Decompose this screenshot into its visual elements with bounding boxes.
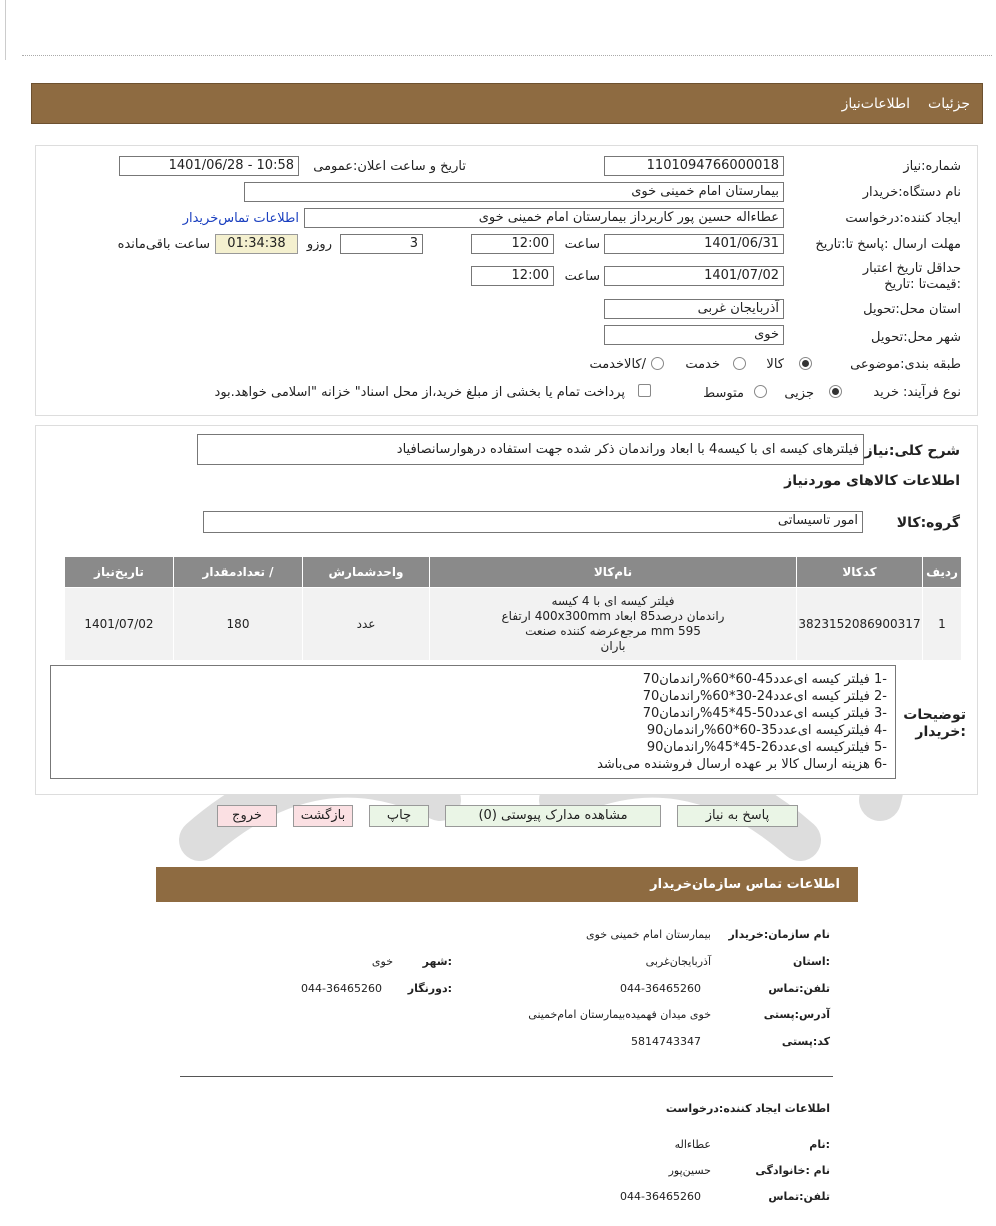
cell-date: 1401/07/02 [65,588,174,661]
process-minor-radio[interactable] [829,385,842,398]
page-edge-line [5,0,6,60]
requester-family-label: نام :خانوادگی [755,1164,830,1177]
cell-row: 1 [923,588,962,661]
contact-city-value: خوی [371,955,393,968]
contact-fax-label: :دورنگار [407,982,452,995]
announce-label: تاریخ و ساعت اعلان:عمومی [313,159,466,174]
validity-time-field: 12:00 [471,266,554,286]
contact-province-label: :استان [793,955,830,968]
process-minor-label: جزیی [784,386,814,401]
cell-name-line: راندمان درصد85 ابعاد 400x300mm ارتفاع [501,609,725,623]
goods-table [64,556,962,661]
top-divider [22,55,992,56]
contact-postal-value: 5814743347 [631,1035,701,1048]
cell-name-line: باران [600,639,626,653]
reply-button[interactable]: پاسخ به نیاز [677,805,798,827]
note-line: -2 فیلتر کیسه ای‌عدد24-30*60%راندمان70 [642,689,887,704]
buyer-contact-link[interactable]: اطلاعات تماس‌خریدار [182,211,299,226]
remaining-label: ساعت باقی‌مانده [117,237,210,252]
cell-qty: 180 [174,588,303,661]
process-medium-label: متوسط [703,386,744,401]
contact-phone-label: تلفن:تماس [768,982,830,995]
back-button[interactable]: بازگشت [293,805,353,827]
process-medium-radio[interactable] [754,385,767,398]
goods-group-field: امور تاسیساتی [203,511,863,533]
cell-code: 3823152086900317 [797,588,923,661]
city-field: خوی [604,325,784,345]
buyer-notes-box [50,665,896,779]
requester-name-label: :نام [809,1138,830,1151]
contact-divider [180,1076,833,1077]
province-field: آذربایجان غربی [604,299,784,319]
requester-name-value: عطاءاله [674,1138,711,1151]
need-number-field: 1101094766000018 [604,156,784,176]
summary-field: فیلترهای کیسه ای با کیسه4 با ابعاد وراندمان ذکر شده جهت استفاده درهوارسانصافیاد [197,434,864,465]
contact-address-value: خوی میدان فهمیده‌بیمارستان امام‌خمینی [528,1008,711,1021]
contact-title-bar [156,867,858,902]
goods-info-title: اطلاعات کالاهای موردنیاز [784,473,960,489]
col-date: تاریخ‌نیاز [65,557,174,588]
buyer-org-label: نام دستگاه:خریدار [862,185,961,200]
treasury-payment-note: پرداخت تمام یا بخشی از مبلغ خرید،از محل اسناد" خزانه "اسلامی خواهد.بود [214,385,625,400]
tab-details[interactable]: جزئیات [928,96,970,112]
remaining-timer: 01:34:38 [215,234,298,254]
note-line: -1 فیلتر کیسه ای‌عدد45-60*60%راندمان70 [642,672,887,687]
cell-name-line: فیلتر کیسه ای با 4 کیسه [551,594,675,608]
cell-unit: عدد [303,588,430,661]
header-bar [31,83,983,124]
col-unit: واحدشمارش [303,557,430,588]
category-label: طبقه بندی:موضوعی [850,357,961,372]
col-name: نام‌کالا [430,557,797,588]
creator-label: ایجاد کننده:درخواست [845,211,961,226]
category-goods-service-radio[interactable] [651,357,664,370]
col-qty: / تعدادمقدار [174,557,303,588]
announce-field: 1401/06/28 - 10:58 [119,156,299,176]
days-label: روزو [306,237,332,252]
note-line: -3 فیلتر کیسه ای‌عدد50-45*45%راندمان70 [642,706,887,721]
summary-label: شرح کلی:نیاز [864,443,960,459]
price-validity-label: حداقل تاریخ اعتبار :قیمت‌تا :تاریخ [862,261,961,292]
contact-province-value: آذربایجان‌غربی [645,955,711,968]
requester-phone-value: 044-36465260 [620,1190,701,1203]
exit-button[interactable]: خروج [217,805,277,827]
note-line: -6 هزینه ارسال کالا بر عهده ارسال فروشنده می‌باشد [597,757,887,772]
table-row [65,588,962,661]
category-goods-service-label: /کالاخدمت [589,357,646,372]
reply-deadline-label: مهلت ارسال :پاسخ تا:تاریخ [815,237,961,252]
need-number-label: شماره:نیاز [903,159,961,174]
contact-org-label: نام سازمان:خریدار [728,928,830,941]
cell-name-line: 595 mm مرجع‌عرضه کننده صنعت [525,624,701,638]
goods-group-label: گروه:کالا [896,515,960,531]
contact-postal-label: کد:پستی [781,1035,830,1048]
requester-title: اطلاعات ایجاد کننده:درخواست [665,1102,830,1115]
reply-time-label: ساعت [564,237,600,252]
cell-name [430,588,797,661]
print-button[interactable]: چاپ [369,805,429,827]
contact-city-label: :شهر [422,955,452,968]
contact-org-value: بیمارستان امام خمینی خوی [585,928,711,941]
category-goods-radio[interactable] [799,357,812,370]
col-row: ردیف [923,557,962,588]
requester-family-value: حسین‌پور [668,1164,711,1177]
process-label: نوع فرآیند: [903,385,961,400]
days-field: 3 [340,234,423,254]
category-service-radio[interactable] [733,357,746,370]
note-line: -5 فیلترکیسه ای‌عدد26-45*45%راندمان90 [646,740,887,755]
contact-title: اطلاعات تماس سازمان‌خریدار [650,877,840,892]
reply-time-field: 12:00 [471,234,554,254]
city-label: شهر محل:تحویل [871,330,961,345]
tab-need-info[interactable]: اطلاعات‌نیاز [841,96,910,112]
note-line: -4 فیلترکیسه ای‌عدد35-60*60%راندمان90 [646,723,887,738]
process-buy-label: خرید [873,385,899,400]
requester-phone-label: تلفن:تماس [768,1190,830,1203]
contact-address-label: آدرس:پستی [763,1008,830,1021]
attachments-button[interactable]: مشاهده مدارک پیوستی (0) [445,805,661,827]
category-goods-label: کالا [766,357,784,372]
contact-phone-value: 044-36465260 [620,982,701,995]
category-service-label: خدمت [685,357,720,372]
treasury-payment-checkbox[interactable] [638,384,651,397]
buyer-notes-label: توضیحات :خریدار [903,707,966,740]
reply-date-field: 1401/06/31 [604,234,784,254]
validity-date-field: 1401/07/02 [604,266,784,286]
validity-time-label: ساعت [564,269,600,284]
province-label: استان محل:تحویل [863,302,961,317]
creator-field: عطاءاله حسین پور کاربرداز بیمارستان امام خمینی خوی [304,208,784,228]
contact-fax-value: 044-36465260 [301,982,382,995]
col-code: کدکالا [797,557,923,588]
buyer-org-field: بیمارستان امام خمینی خوی [244,182,784,202]
